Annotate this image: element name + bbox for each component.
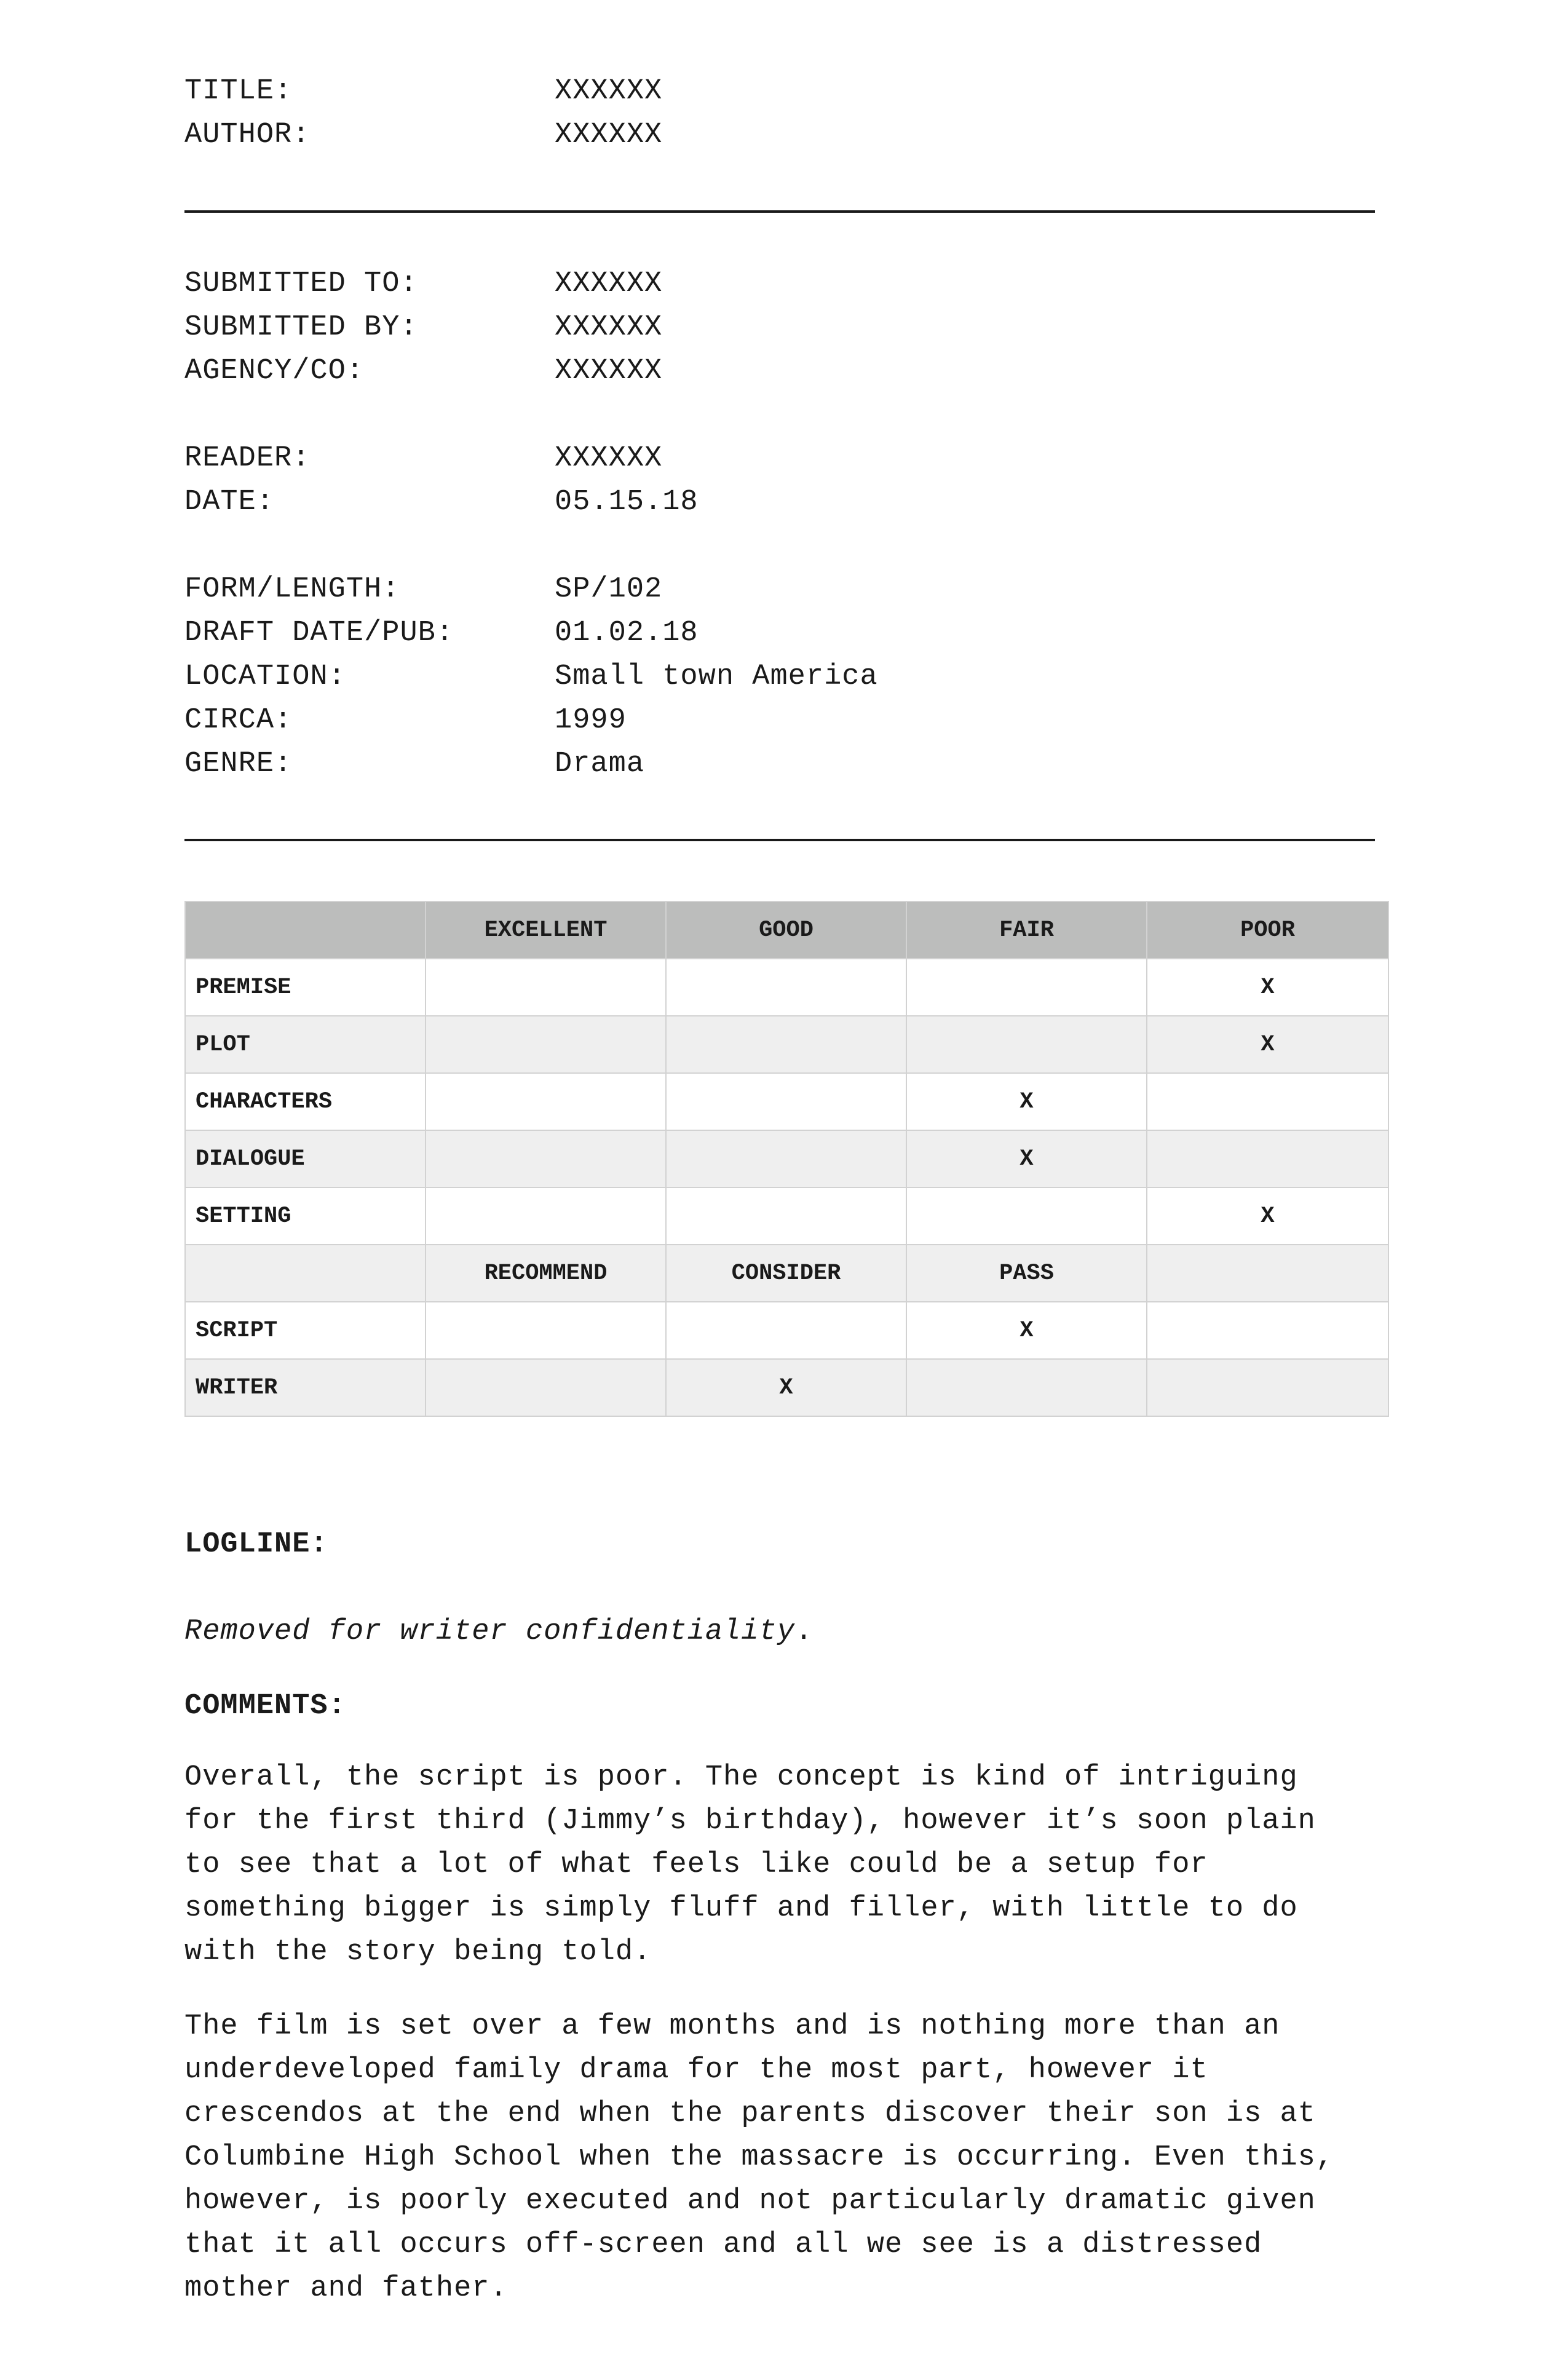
comments-paragraph-1: Overall, the script is poor. The concept is kind of intriguing for the first third (Jimmy’s birthday), however it’s soon plain to see that a lot of what feels like could be a setup for something bigger is simply fluff and filler, with little to do with the story being told. xyxy=(184,1761,1316,1968)
draft-date-row xyxy=(184,611,1390,655)
ratings-header-excellent: EXCELLENT xyxy=(426,902,666,959)
verdict-cell: X xyxy=(906,1302,1147,1359)
circa-row xyxy=(184,699,1390,742)
rating-cell xyxy=(426,1016,666,1073)
verdict-cell xyxy=(426,1359,666,1416)
row-label-script: SCRIPT xyxy=(185,1302,426,1359)
rating-cell xyxy=(666,959,906,1016)
rating-cell: X xyxy=(1147,959,1388,1016)
location-label: LOCATION: xyxy=(184,660,346,693)
verdict-cell: X xyxy=(666,1359,906,1416)
divider-bottom xyxy=(184,839,1375,841)
row-label-setting: SETTING xyxy=(185,1187,426,1245)
rating-cell xyxy=(426,1073,666,1130)
date-row xyxy=(184,480,1390,524)
genre-value: Drama xyxy=(555,748,645,780)
rating-cell xyxy=(1147,1073,1388,1130)
row-label-writer: WRITER xyxy=(185,1359,426,1416)
rating-cell xyxy=(426,959,666,1016)
circa-label: CIRCA: xyxy=(184,704,293,737)
row-label-plot: PLOT xyxy=(185,1016,426,1073)
comments-heading: COMMENTS: xyxy=(184,1690,346,1722)
logline-body: Removed for writer confidentiality xyxy=(184,1615,795,1648)
table-row xyxy=(185,1359,1388,1416)
table-row xyxy=(185,1073,1388,1130)
title-row xyxy=(184,69,1390,113)
verdict-cell xyxy=(1147,1302,1388,1359)
rating-cell xyxy=(426,1187,666,1245)
ratings-table xyxy=(184,901,1389,1417)
reader-label: READER: xyxy=(184,442,311,475)
script-info-fields xyxy=(184,568,1390,786)
verdict-header-blank xyxy=(1147,1245,1388,1302)
submitted-by-label: SUBMITTED BY: xyxy=(184,311,418,344)
rating-cell xyxy=(666,1130,906,1187)
ratings-header-fair: FAIR xyxy=(906,902,1147,959)
location-row xyxy=(184,655,1390,699)
form-length-value: SP/102 xyxy=(555,573,663,606)
rating-cell: X xyxy=(906,1130,1147,1187)
location-value: Small town America xyxy=(555,660,878,693)
submitted-to-row xyxy=(184,262,1390,306)
genre-label: GENRE: xyxy=(184,748,293,780)
rating-cell xyxy=(906,1187,1147,1245)
verdict-header-consider: CONSIDER xyxy=(666,1245,906,1302)
submitted-by-row xyxy=(184,306,1390,349)
rating-cell: X xyxy=(1147,1016,1388,1073)
reader-row xyxy=(184,437,1390,480)
rating-cell xyxy=(1147,1130,1388,1187)
title-value: XXXXXX xyxy=(555,75,663,108)
divider-top xyxy=(184,210,1375,213)
draft-date-value: 01.02.18 xyxy=(555,617,699,649)
agency-row xyxy=(184,349,1390,393)
verdict-header-row xyxy=(185,1245,1388,1302)
verdict-cell xyxy=(426,1302,666,1359)
table-row xyxy=(185,1302,1388,1359)
circa-value: 1999 xyxy=(555,704,627,737)
date-value: 05.15.18 xyxy=(555,486,699,518)
form-length-row xyxy=(184,568,1390,611)
form-length-label: FORM/LENGTH: xyxy=(184,573,400,606)
comments-paragraph-2: The film is set over a few months and is nothing more than an underdeveloped family drama for the most part, however it crescendos at the end when the parents discover their son is at Columbine High School when the massacre is occurring. Even this, however, is poorly executed and not particularly dramatic given that it all occurs off-screen and all we see is a distressed mother and father. xyxy=(184,2010,1334,2305)
rating-cell xyxy=(666,1187,906,1245)
date-label: DATE: xyxy=(184,486,275,518)
row-label-characters: CHARACTERS xyxy=(185,1073,426,1130)
rating-cell xyxy=(906,1016,1147,1073)
ratings-header-empty xyxy=(185,902,426,959)
verdict-header-pass: PASS xyxy=(906,1245,1147,1302)
verdict-header-recommend: RECOMMEND xyxy=(426,1245,666,1302)
logline-text xyxy=(184,1615,813,1648)
reader-value: XXXXXX xyxy=(555,442,663,475)
ratings-header-row xyxy=(185,902,1388,959)
author-row xyxy=(184,113,1390,157)
verdict-cell xyxy=(666,1302,906,1359)
submitted-by-value: XXXXXX xyxy=(555,311,663,344)
submitted-to-label: SUBMITTED TO: xyxy=(184,268,418,300)
rating-cell xyxy=(426,1130,666,1187)
row-label-dialogue: DIALOGUE xyxy=(185,1130,426,1187)
verdict-cell xyxy=(1147,1359,1388,1416)
agency-value: XXXXXX xyxy=(555,355,663,387)
table-row xyxy=(185,959,1388,1016)
rating-cell xyxy=(666,1073,906,1130)
rating-cell xyxy=(666,1016,906,1073)
genre-row xyxy=(184,742,1390,786)
table-row xyxy=(185,1016,1388,1073)
verdict-header-empty xyxy=(185,1245,426,1302)
rating-cell xyxy=(906,959,1147,1016)
agency-label: AGENCY/CO: xyxy=(184,355,365,387)
table-row xyxy=(185,1187,1388,1245)
logline-period: . xyxy=(794,1615,814,1648)
title-label: TITLE: xyxy=(184,75,293,108)
ratings-header-poor: POOR xyxy=(1147,902,1388,959)
header-fields xyxy=(184,69,1390,157)
reader-fields xyxy=(184,437,1390,524)
submission-fields xyxy=(184,262,1390,393)
author-label: AUTHOR: xyxy=(184,119,311,151)
draft-date-label: DRAFT DATE/PUB: xyxy=(184,617,454,649)
logline-heading: LOGLINE: xyxy=(184,1528,328,1561)
author-value: XXXXXX xyxy=(555,119,663,151)
verdict-cell xyxy=(906,1359,1147,1416)
rating-cell: X xyxy=(906,1073,1147,1130)
ratings-header-good: GOOD xyxy=(666,902,906,959)
submitted-to-value: XXXXXX xyxy=(555,268,663,300)
table-row xyxy=(185,1130,1388,1187)
rating-cell: X xyxy=(1147,1187,1388,1245)
row-label-premise: PREMISE xyxy=(185,959,426,1016)
